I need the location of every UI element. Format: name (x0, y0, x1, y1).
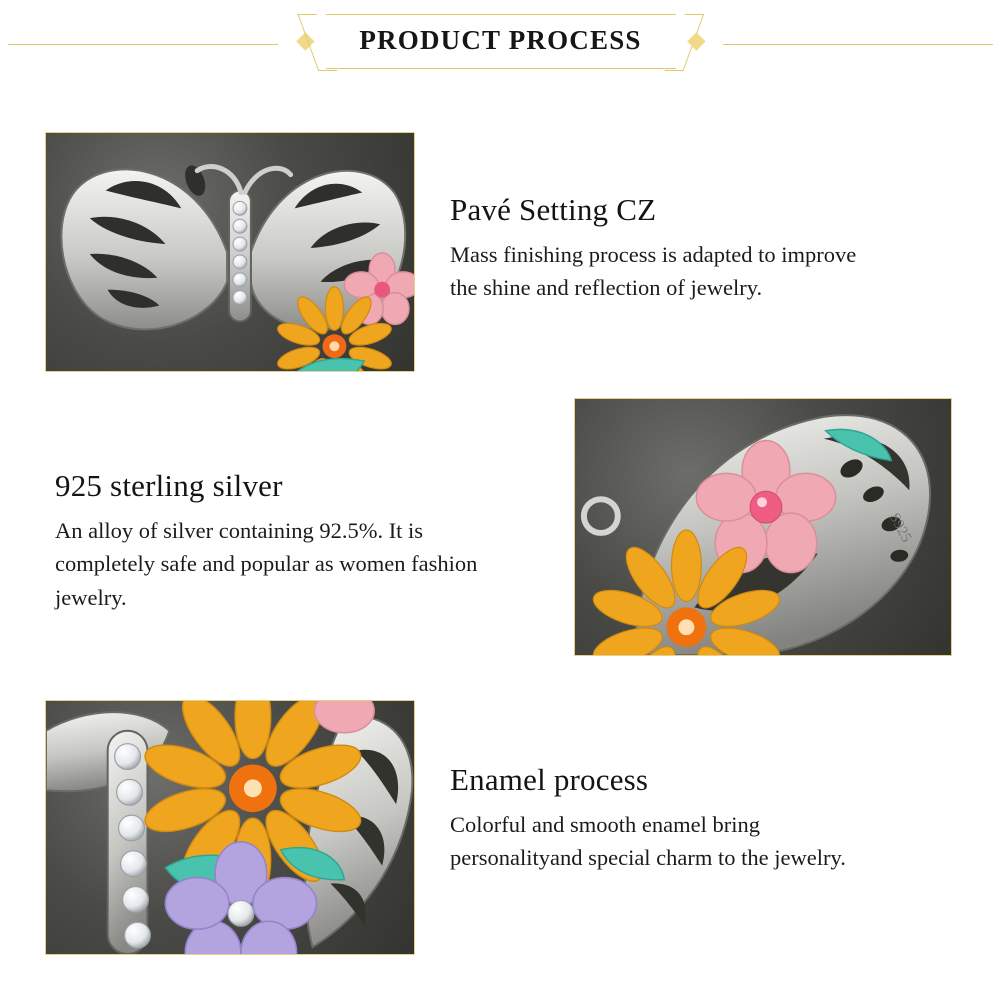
feature-title-enamel: Enamel process (450, 762, 649, 797)
text-block-pave (450, 192, 880, 305)
feature-title-pave: Pavé Setting CZ (450, 192, 657, 227)
text-block-silver (55, 468, 515, 614)
svg-text:S925: S925 (885, 510, 915, 545)
enamel-closeup-graphic (46, 701, 414, 954)
header-title-group (298, 14, 702, 69)
text-block-enamel (450, 762, 870, 875)
header-rule-left (8, 44, 278, 45)
feature-title-silver: 925 sterling silver (55, 468, 283, 503)
product-image-enamel (45, 700, 415, 955)
page-title: PRODUCT PROCESS (359, 25, 642, 55)
butterfly-charm-graphic (46, 133, 414, 371)
title-frame (325, 14, 675, 69)
wing-closeup-graphic (575, 399, 951, 655)
feature-description-silver: An alloy of silver containing 92.5%. It is completely safe and popular as women fashion jewelry. (55, 518, 478, 610)
feature-description-enamel: Colorful and smooth enamel bring personalityand special charm to the jewelry. (450, 812, 846, 871)
product-image-silver (574, 398, 952, 656)
header-rule-right (723, 44, 993, 45)
product-image-pave (45, 132, 415, 372)
page-header (0, 14, 1001, 76)
feature-description-pave: Mass finishing process is adapted to improve the shine and reflection of jewelry. (450, 242, 857, 301)
